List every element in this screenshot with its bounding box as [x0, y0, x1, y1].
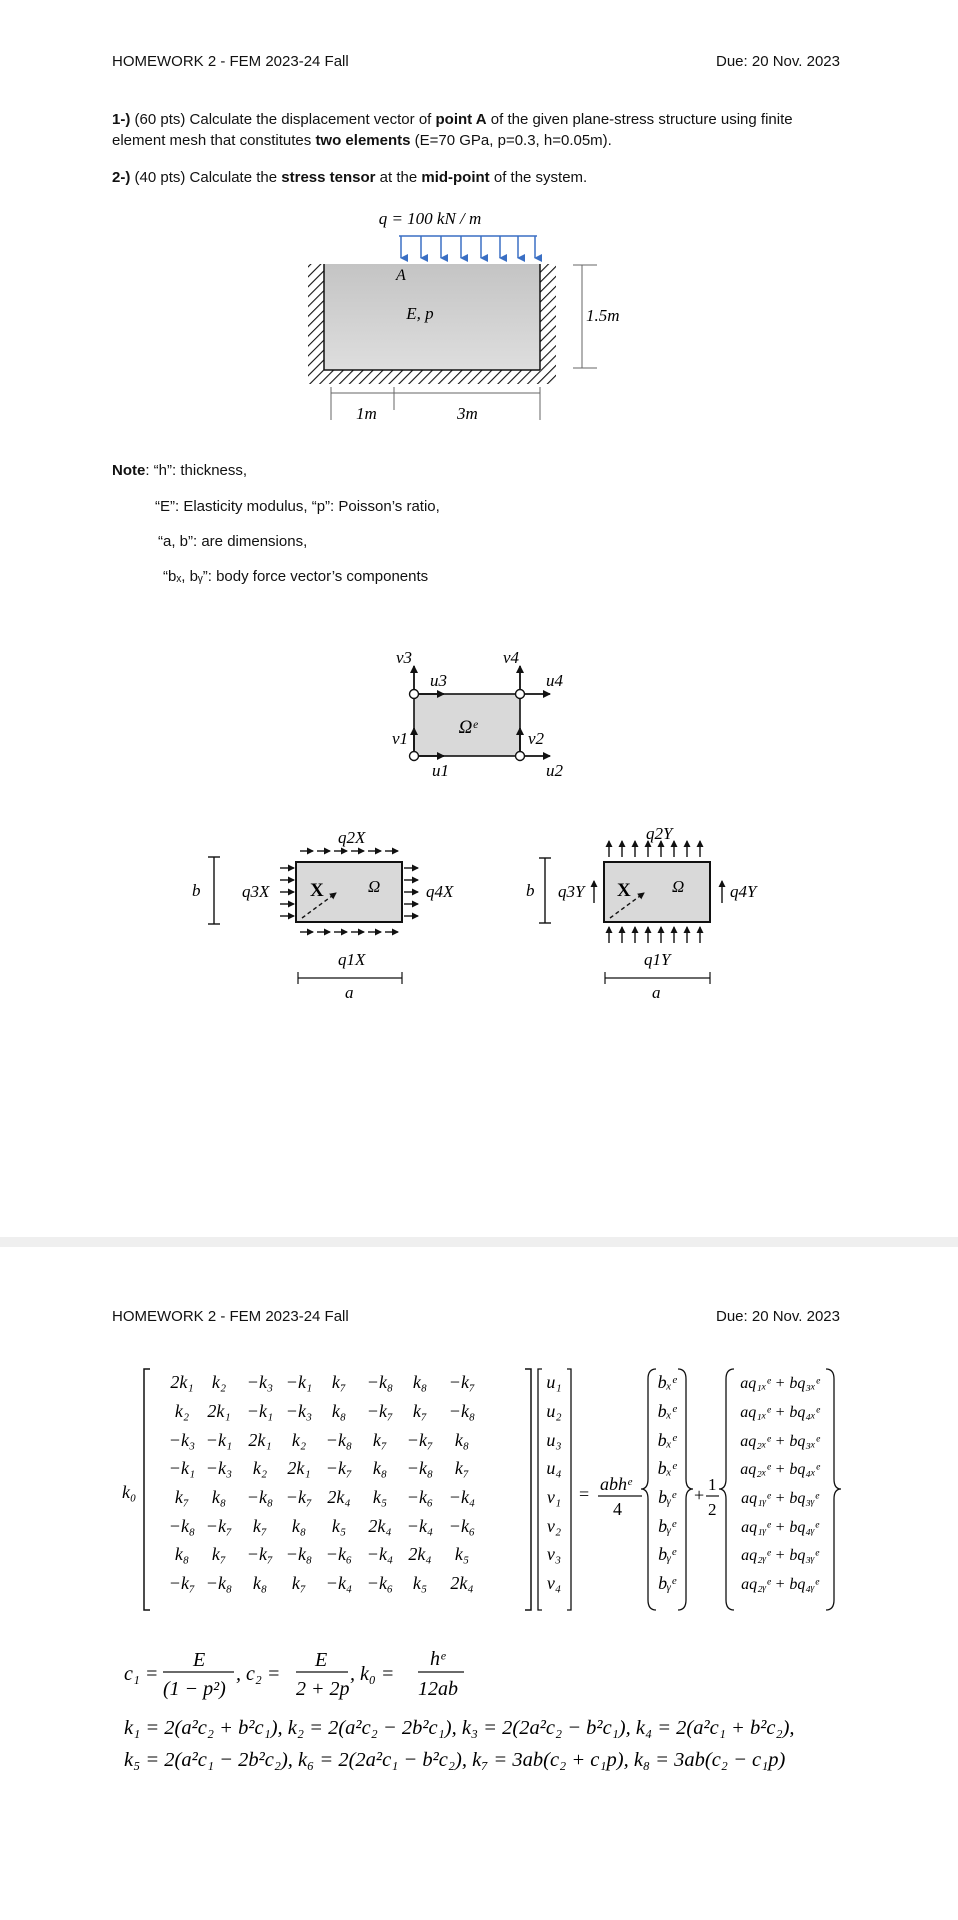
u-vector-entry: v₄ — [546, 1573, 562, 1593]
stiffness-equation — [0, 1247, 958, 1920]
matrix-cell: k₂ — [291, 1430, 307, 1450]
q-vector-entry: aq₂ₓᵉ + bq₃ₓᵉ — [740, 1433, 820, 1450]
matrix-cell: k₂ — [252, 1458, 268, 1478]
b-vector-entry: bᵧᵉ — [658, 1544, 676, 1564]
matrix-cell: −k₈ — [168, 1516, 196, 1536]
svg-text:a: a — [652, 983, 661, 1002]
svg-text:, k₀ =: , k₀ = — [350, 1663, 395, 1685]
svg-text:u3: u3 — [430, 671, 447, 690]
dim-1m-label: 1m — [356, 404, 377, 423]
matrix-cell: −k₄ — [366, 1544, 394, 1564]
matrix-cell: −k₈ — [246, 1487, 274, 1507]
matrix-cell: k₈ — [211, 1487, 227, 1507]
matrix-cell: −k₁ — [285, 1372, 313, 1392]
matrix-cell: −k₆ — [406, 1487, 434, 1507]
matrix-cell: −k₇ — [406, 1430, 434, 1450]
svg-text:q3X: q3X — [242, 882, 270, 901]
matrix-cell: 2k₄ — [327, 1487, 351, 1507]
coef-denominator: 4 — [613, 1499, 622, 1519]
svg-text:, c₂ =: , c₂ = — [236, 1663, 281, 1685]
svg-text:E: E — [193, 1649, 206, 1671]
matrix-cell: k₈ — [252, 1573, 268, 1593]
matrix-cell: −k₃ — [285, 1401, 313, 1421]
u-vector-entry: v₁ — [546, 1487, 562, 1507]
matrix-cell: −k₈ — [448, 1401, 476, 1421]
svg-text:u1: u1 — [432, 761, 449, 780]
plus-sign: + — [694, 1485, 705, 1505]
matrix-cell: −k₈ — [205, 1573, 233, 1593]
matrix-cell: 2k₄ — [368, 1516, 392, 1536]
svg-text:c₁ =: c₁ = — [124, 1663, 159, 1685]
matrix-cell: −k₈ — [406, 1458, 434, 1478]
half-denominator: 2 — [708, 1500, 717, 1519]
svg-text:q1Y: q1Y — [644, 950, 671, 969]
svg-text:Ω: Ω — [368, 877, 381, 896]
svg-text:u4: u4 — [546, 671, 563, 690]
matrix-cell: −k₆ — [366, 1573, 394, 1593]
svg-text:b: b — [192, 881, 201, 900]
svg-text:q4Y: q4Y — [730, 882, 757, 901]
matrix-cell: k₇ — [331, 1372, 347, 1392]
page-2 — [0, 1247, 958, 1920]
matrix-cell: −k₁ — [205, 1430, 233, 1450]
svg-text:v4: v4 — [503, 648, 520, 667]
u-vector-entry: u₄ — [546, 1458, 562, 1478]
svg-text:E: E — [315, 1649, 328, 1671]
matrix-cells — [169, 1372, 475, 1593]
matrix-cell: k₅ — [412, 1573, 428, 1593]
half-numerator: 1 — [708, 1475, 717, 1494]
note-line-4: “bₓ, bᵧ”: body force vector’s components — [163, 568, 429, 585]
svg-text:Ω: Ω — [672, 877, 685, 896]
svg-text:12ab: 12ab — [418, 1678, 458, 1700]
k0-label: k₀ — [122, 1482, 137, 1502]
u-vector-entry: v₂ — [546, 1516, 562, 1536]
matrix-cell: k₈ — [412, 1372, 428, 1392]
matrix-cell: k₇ — [174, 1487, 190, 1507]
q-vector-entry: aq₁ₓᵉ + bq₄ₓᵉ — [740, 1404, 820, 1421]
svg-text:a: a — [345, 983, 354, 1002]
b-vector-entry: bₓᵉ — [657, 1401, 677, 1421]
matrix-cell: k₈ — [174, 1544, 190, 1564]
matrix-cell: −k₄ — [448, 1487, 476, 1507]
matrix-cell: k₇ — [372, 1430, 388, 1450]
u-vector-entry: v₃ — [546, 1544, 562, 1564]
u-vector-entry: u₁ — [546, 1372, 562, 1392]
matrix-cell: −k₇ — [448, 1372, 476, 1392]
matrix-cell: −k₄ — [406, 1516, 434, 1536]
svg-text:b: b — [526, 881, 535, 900]
header-title: HOMEWORK 2 - FEM 2023-24 Fall — [112, 53, 349, 70]
svg-text:q3Y: q3Y — [558, 882, 585, 901]
matrix-cell: −k₇ — [285, 1487, 313, 1507]
traction-x-figure — [192, 828, 454, 1002]
matrix-cell: 2k₄ — [450, 1573, 474, 1593]
b-vector-entry: bᵧᵉ — [658, 1573, 676, 1593]
matrix-cell: 2k₁ — [207, 1401, 231, 1421]
matrix-cell: 2k₁ — [248, 1430, 272, 1450]
q-vector-entry: aq₁ᵧᵉ + bq₃ᵧᵉ — [741, 1490, 819, 1507]
svg-text:q2X: q2X — [338, 828, 366, 847]
header-due: Due: 20 Nov. 2023 — [716, 53, 840, 70]
b-vector-entry: bₓᵉ — [657, 1430, 677, 1450]
matrix-cell: −k₇ — [168, 1573, 196, 1593]
b-vector-entry: bₓᵉ — [657, 1372, 677, 1392]
svg-text:u2: u2 — [546, 761, 563, 780]
b-vector-entry: bₓᵉ — [657, 1458, 677, 1478]
b-vector-entry: bᵧᵉ — [658, 1487, 676, 1507]
svg-text:hᵉ: hᵉ — [430, 1648, 446, 1670]
matrix-cell: k₇ — [412, 1401, 428, 1421]
point-a-label: A — [396, 267, 406, 284]
note-line-2: “E”: Elasticity modulus, “p”: Poisson’s ratio, — [155, 498, 440, 515]
svg-text:q4X: q4X — [426, 882, 454, 901]
equals-sign: = — [579, 1484, 590, 1504]
matrix-cell: k₇ — [454, 1458, 470, 1478]
matrix-cell: k₈ — [331, 1401, 347, 1421]
matrix-cell: −k₃ — [205, 1458, 233, 1478]
matrix-cell: k₂ — [211, 1372, 227, 1392]
q-vector — [740, 1375, 820, 1593]
coef-numerator: abhᵉ — [600, 1474, 632, 1494]
svg-text:q2Y: q2Y — [646, 824, 673, 843]
header-title-2: HOMEWORK 2 - FEM 2023-24 Fall — [112, 1308, 349, 1325]
q-vector-entry: aq₁ᵧᵉ + bq₄ᵧᵉ — [741, 1519, 819, 1536]
height-label: 1.5m — [586, 306, 620, 325]
svg-text:v3: v3 — [396, 648, 413, 667]
header-due-2: Due: 20 Nov. 2023 — [716, 1308, 840, 1325]
svg-text:X: X — [617, 880, 631, 901]
svg-text:k₁ = 2(a²c₂ + b²c₁), k₂ = 2(a: k₁ = 2(a²c₂ + b²c₁), k₂ = 2(a²c₂ − 2b²c₁), k₃ = 2(2a²c₂ − b²c₁), k₄ = 2(a²c₁ + b²c₂), — [124, 1717, 795, 1739]
u-vector-entry: u₃ — [546, 1430, 562, 1450]
page-separator — [0, 1237, 958, 1247]
note-line-1: Note: “h”: thickness, — [112, 462, 248, 479]
matrix-cell: −k₈ — [285, 1544, 313, 1564]
constants-formulas — [124, 1648, 795, 1771]
q-vector-entry: aq₂ᵧᵉ + bq₃ᵧᵉ — [741, 1547, 819, 1564]
matrix-cell: k₇ — [252, 1516, 268, 1536]
matrix-cell: 2k₄ — [408, 1544, 432, 1564]
matrix-cell: −k₁ — [168, 1458, 196, 1478]
matrix-cell: 2k₁ — [287, 1458, 311, 1478]
svg-text:q1X: q1X — [338, 950, 366, 969]
q-vector-entry: aq₂ᵧᵉ + bq₄ᵧᵉ — [741, 1576, 819, 1593]
matrix-cell: k₇ — [291, 1573, 307, 1593]
matrix-cell: k₇ — [211, 1544, 227, 1564]
matrix-cell: −k₇ — [246, 1544, 274, 1564]
svg-text:v2: v2 — [528, 729, 545, 748]
matrix-cell: −k₃ — [246, 1372, 274, 1392]
matrix-cell: −k₆ — [448, 1516, 476, 1536]
element-omega: Ωᵉ — [458, 717, 478, 738]
matrix-cell: −k₆ — [325, 1544, 353, 1564]
b-vector — [658, 1372, 678, 1593]
u-vector-entry: u₂ — [546, 1401, 562, 1421]
matrix-cell: −k₇ — [366, 1401, 394, 1421]
matrix-cell: k₈ — [454, 1430, 470, 1450]
svg-text:(1 − p²): (1 − p²) — [163, 1678, 226, 1700]
question-1: 1-) (60 pts) Calculate the displacement vector of point A of the given plane-stress structure using finite element mesh that constitutes two elements (E=70 GPa, p=0.3, h=0.05m). — [112, 111, 793, 149]
svg-text:v1: v1 — [392, 729, 409, 748]
matrix-cell: k₅ — [454, 1544, 470, 1564]
matrix-cell: −k₇ — [325, 1458, 353, 1478]
load-label: q = 100 kN / m — [378, 209, 482, 228]
matrix-cell: −k₈ — [325, 1430, 353, 1450]
matrix-cell: k₅ — [372, 1487, 388, 1507]
matrix-cell: −k₄ — [325, 1573, 353, 1593]
q-vector-entry: aq₂ₓᵉ + bq₄ₓᵉ — [740, 1461, 820, 1478]
svg-text:k₅ = 2(a²c₁ − 2b²c₂), k₆ = 2(: k₅ = 2(a²c₁ − 2b²c₂), k₆ = 2(2a²c₁ − b²c₂), k₇ = 3ab(c₂ + c₁p), k₈ = 3ab(c₂ − c₁p) — [124, 1749, 786, 1771]
matrix-cell: −k₁ — [246, 1401, 274, 1421]
matrix-cell: 2k₁ — [170, 1372, 194, 1392]
matrix-cell: −k₈ — [366, 1372, 394, 1392]
svg-text:2 + 2p: 2 + 2p — [296, 1678, 350, 1700]
matrix-cell: k₂ — [174, 1401, 190, 1421]
matrix-cell: k₈ — [291, 1516, 307, 1536]
b-vector-entry: bᵧᵉ — [658, 1516, 676, 1536]
traction-y-figure — [526, 824, 758, 1002]
dim-3m-label: 3m — [457, 404, 478, 423]
u-vector — [546, 1372, 561, 1593]
matrix-cell: −k₃ — [168, 1430, 196, 1450]
question-2: 2-) (40 pts) Calculate the stress tensor at the mid-point of the system. — [112, 169, 588, 186]
svg-text:X: X — [310, 880, 324, 901]
note-line-3: “a, b”: are dimensions, — [158, 533, 308, 550]
material-label: E, p — [406, 304, 434, 323]
q-vector-entry: aq₁ₓᵉ + bq₃ₓᵉ — [740, 1375, 820, 1392]
matrix-cell: k₈ — [372, 1458, 388, 1478]
matrix-cell: k₅ — [331, 1516, 347, 1536]
matrix-cell: −k₇ — [205, 1516, 233, 1536]
